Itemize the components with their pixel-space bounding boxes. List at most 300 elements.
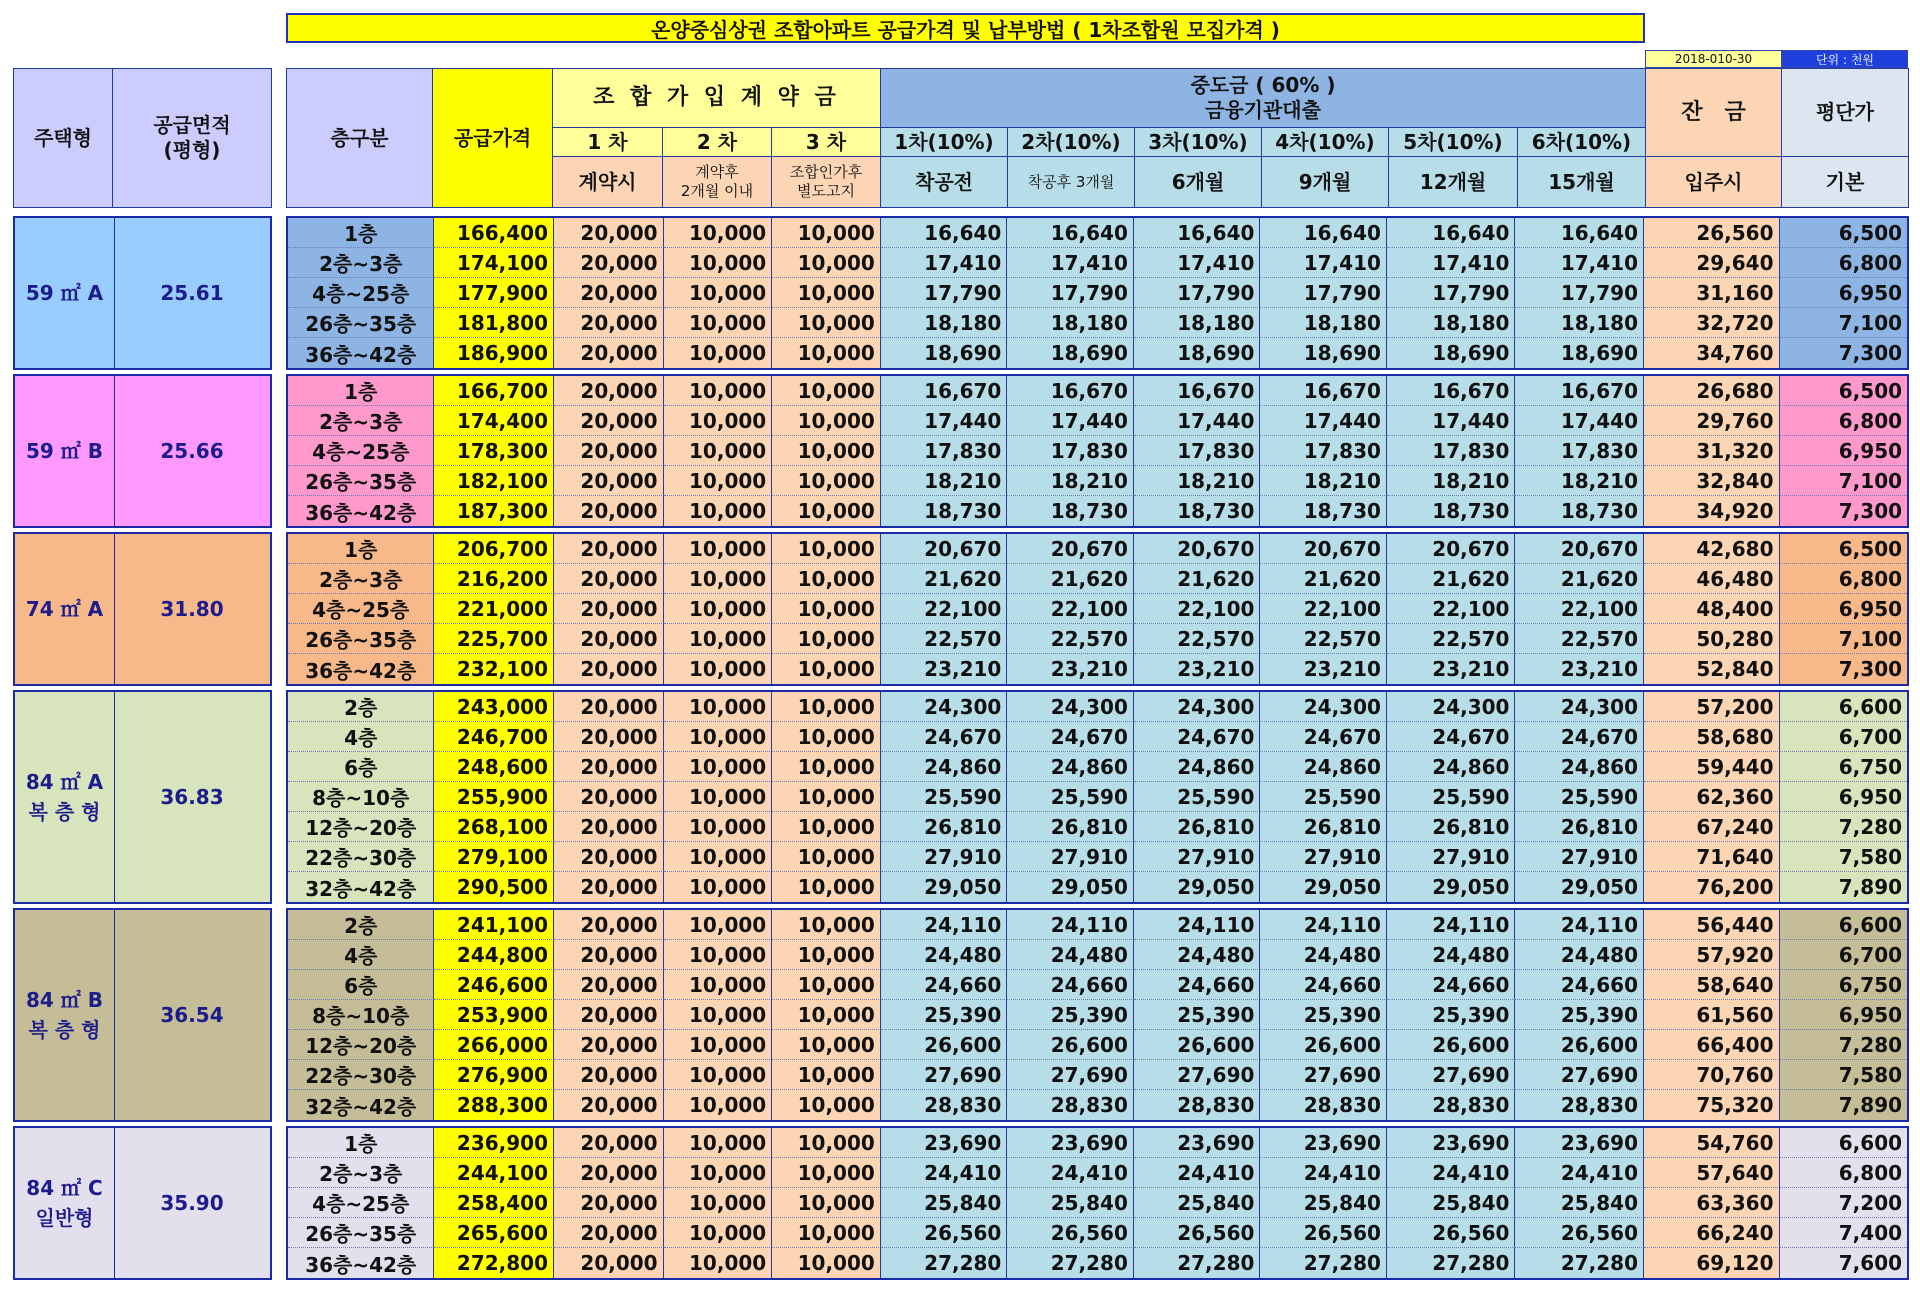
table-row xyxy=(288,654,1907,684)
unit-price-cell: 7,200 xyxy=(1780,1188,1908,1218)
floor-cell: 1층 xyxy=(288,218,434,248)
middle-5-cell: 22,100 xyxy=(1387,594,1516,624)
middle-2-cell: 16,670 xyxy=(1007,376,1134,406)
middle-3-cell: 18,690 xyxy=(1134,338,1261,368)
table-row xyxy=(288,940,1907,970)
balance-cell: 50,280 xyxy=(1644,624,1780,654)
middle-4-cell: 17,830 xyxy=(1260,436,1387,466)
table-row xyxy=(288,1218,1907,1248)
price-group xyxy=(286,532,1909,686)
contract-3-cell: 10,000 xyxy=(772,910,881,940)
table-row xyxy=(288,1128,1907,1158)
balance-cell: 71,640 xyxy=(1644,842,1780,872)
middle-5-cell: 17,790 xyxy=(1387,278,1516,308)
floor-cell: 32층~42층 xyxy=(288,1090,434,1120)
contract-2-cell: 10,000 xyxy=(664,496,773,526)
floor-cell: 26층~35층 xyxy=(288,1218,434,1248)
middle-1-cell: 26,600 xyxy=(881,1030,1008,1060)
unit-price-cell: 7,890 xyxy=(1780,1090,1908,1120)
house-type-block xyxy=(13,690,272,904)
contract-3-cell: 10,000 xyxy=(772,872,881,902)
contract-3-cell: 10,000 xyxy=(772,278,881,308)
middle-2-cell: 23,210 xyxy=(1007,654,1134,684)
middle-6-cell: 24,300 xyxy=(1515,692,1644,722)
balance-cell: 58,680 xyxy=(1644,722,1780,752)
middle-4-cell: 18,690 xyxy=(1260,338,1387,368)
middle-1-cell: 24,670 xyxy=(881,722,1008,752)
supply-price-cell: 253,900 xyxy=(434,1000,554,1030)
balance-cell: 58,640 xyxy=(1644,970,1780,1000)
contract-3-cell: 10,000 xyxy=(772,1158,881,1188)
contract-1-cell: 20,000 xyxy=(554,624,664,654)
middle-2-cell: 25,840 xyxy=(1007,1188,1134,1218)
contract-1-cell: 20,000 xyxy=(554,376,664,406)
supply-price-cell: 266,000 xyxy=(434,1030,554,1060)
middle-3-cell: 18,180 xyxy=(1134,308,1261,338)
table-row xyxy=(288,692,1907,722)
middle-2-cell: 25,390 xyxy=(1007,1000,1134,1030)
middle-4-cell: 24,480 xyxy=(1260,940,1387,970)
contract-3-cell: 10,000 xyxy=(772,594,881,624)
floor-cell: 4층 xyxy=(288,722,434,752)
contract-2-cell: 10,000 xyxy=(664,940,773,970)
middle-4-cell: 18,730 xyxy=(1260,496,1387,526)
table-row xyxy=(288,970,1907,1000)
unit-label: 단위 : 천원 xyxy=(1782,50,1908,68)
contract-1-cell: 20,000 xyxy=(554,1000,664,1030)
middle-3-cell: 17,440 xyxy=(1134,406,1261,436)
unit-price-cell: 6,800 xyxy=(1780,1158,1908,1188)
contract-3-cell: 10,000 xyxy=(772,692,881,722)
balance-cell: 57,920 xyxy=(1644,940,1780,970)
middle-4-cell: 28,830 xyxy=(1260,1090,1387,1120)
contract-1-cell: 20,000 xyxy=(554,1248,664,1278)
middle-2-cell: 18,730 xyxy=(1007,496,1134,526)
contract-3-cell: 10,000 xyxy=(772,1060,881,1090)
table-row xyxy=(288,338,1907,368)
unit-price-cell: 6,950 xyxy=(1780,436,1908,466)
header-middle-4-sub: 9개월 xyxy=(1261,156,1389,208)
middle-2-cell: 27,690 xyxy=(1007,1060,1134,1090)
floor-cell: 1층 xyxy=(288,376,434,406)
house-type-label: 59 ㎡ A xyxy=(15,218,115,368)
middle-6-cell: 29,050 xyxy=(1515,872,1644,902)
contract-3-cell: 10,000 xyxy=(772,406,881,436)
middle-3-cell: 24,670 xyxy=(1134,722,1261,752)
header-contract: 조 합 가 입 계 약 금 xyxy=(552,68,881,128)
floor-cell: 26층~35층 xyxy=(288,466,434,496)
contract-3-cell: 10,000 xyxy=(772,466,881,496)
balance-cell: 67,240 xyxy=(1644,812,1780,842)
middle-6-cell: 27,280 xyxy=(1515,1248,1644,1278)
house-type-label: 84 ㎡ B 복 층 형 xyxy=(15,910,115,1120)
middle-2-cell: 29,050 xyxy=(1007,872,1134,902)
middle-3-cell: 23,690 xyxy=(1134,1128,1261,1158)
middle-3-cell: 24,860 xyxy=(1134,752,1261,782)
unit-price-cell: 7,100 xyxy=(1780,308,1908,338)
house-type-label: 84 ㎡ A 복 층 형 xyxy=(15,692,115,902)
contract-1-cell: 20,000 xyxy=(554,782,664,812)
header-supply-price: 공급가격 xyxy=(432,68,553,208)
middle-5-cell: 25,840 xyxy=(1387,1188,1516,1218)
floor-cell: 22층~30층 xyxy=(288,842,434,872)
unit-price-cell: 6,950 xyxy=(1780,278,1908,308)
middle-5-cell: 26,810 xyxy=(1387,812,1516,842)
supply-price-cell: 177,900 xyxy=(434,278,554,308)
middle-1-cell: 18,210 xyxy=(881,466,1008,496)
balance-cell: 48,400 xyxy=(1644,594,1780,624)
balance-cell: 57,640 xyxy=(1644,1158,1780,1188)
middle-6-cell: 24,860 xyxy=(1515,752,1644,782)
contract-2-cell: 10,000 xyxy=(664,654,773,684)
middle-4-cell: 24,300 xyxy=(1260,692,1387,722)
supply-price-cell: 272,800 xyxy=(434,1248,554,1278)
middle-3-cell: 17,830 xyxy=(1134,436,1261,466)
contract-2-cell: 10,000 xyxy=(664,872,773,902)
balance-cell: 32,840 xyxy=(1644,466,1780,496)
contract-2-cell: 10,000 xyxy=(664,218,773,248)
contract-2-cell: 10,000 xyxy=(664,1158,773,1188)
middle-6-cell: 24,410 xyxy=(1515,1158,1644,1188)
balance-cell: 34,920 xyxy=(1644,496,1780,526)
middle-2-cell: 26,600 xyxy=(1007,1030,1134,1060)
supply-price-cell: 221,000 xyxy=(434,594,554,624)
floor-cell: 36층~42층 xyxy=(288,496,434,526)
contract-3-cell: 10,000 xyxy=(772,218,881,248)
middle-2-cell: 24,670 xyxy=(1007,722,1134,752)
contract-2-cell: 10,000 xyxy=(664,624,773,654)
contract-2-cell: 10,000 xyxy=(664,1218,773,1248)
middle-4-cell: 29,050 xyxy=(1260,872,1387,902)
middle-2-cell: 22,100 xyxy=(1007,594,1134,624)
balance-cell: 59,440 xyxy=(1644,752,1780,782)
contract-3-cell: 10,000 xyxy=(772,812,881,842)
price-group xyxy=(286,908,1909,1122)
middle-3-cell: 26,560 xyxy=(1134,1218,1261,1248)
floor-cell: 36층~42층 xyxy=(288,1248,434,1278)
middle-4-cell: 25,840 xyxy=(1260,1188,1387,1218)
middle-6-cell: 21,620 xyxy=(1515,564,1644,594)
balance-cell: 26,560 xyxy=(1644,218,1780,248)
middle-1-cell: 18,180 xyxy=(881,308,1008,338)
middle-1-cell: 25,840 xyxy=(881,1188,1008,1218)
header-supply-area: 공급면적 (평형) xyxy=(112,68,272,208)
supply-price-cell: 166,700 xyxy=(434,376,554,406)
supply-area-value: 36.54 xyxy=(160,1003,224,1027)
floor-cell: 6층 xyxy=(288,752,434,782)
supply-price-cell: 279,100 xyxy=(434,842,554,872)
table-row xyxy=(288,436,1907,466)
middle-4-cell: 27,690 xyxy=(1260,1060,1387,1090)
middle-3-cell: 24,110 xyxy=(1134,910,1261,940)
supply-price-cell: 236,900 xyxy=(434,1128,554,1158)
middle-2-cell: 27,910 xyxy=(1007,842,1134,872)
contract-2-cell: 10,000 xyxy=(664,406,773,436)
contract-1-cell: 20,000 xyxy=(554,496,664,526)
contract-3-cell: 10,000 xyxy=(772,1000,881,1030)
middle-6-cell: 17,830 xyxy=(1515,436,1644,466)
middle-6-cell: 24,660 xyxy=(1515,970,1644,1000)
contract-1-cell: 20,000 xyxy=(554,436,664,466)
middle-6-cell: 22,100 xyxy=(1515,594,1644,624)
middle-3-cell: 18,210 xyxy=(1134,466,1261,496)
middle-3-cell: 25,590 xyxy=(1134,782,1261,812)
contract-2-cell: 10,000 xyxy=(664,278,773,308)
table-row xyxy=(288,910,1907,940)
contract-1-cell: 20,000 xyxy=(554,692,664,722)
balance-cell: 34,760 xyxy=(1644,338,1780,368)
supply-price-cell: 255,900 xyxy=(434,782,554,812)
middle-3-cell: 27,690 xyxy=(1134,1060,1261,1090)
middle-5-cell: 17,440 xyxy=(1387,406,1516,436)
contract-1-cell: 20,000 xyxy=(554,970,664,1000)
contract-2-cell: 10,000 xyxy=(664,338,773,368)
house-type-block xyxy=(13,216,272,370)
middle-1-cell: 25,590 xyxy=(881,782,1008,812)
table-row xyxy=(288,782,1907,812)
middle-5-cell: 17,830 xyxy=(1387,436,1516,466)
middle-5-cell: 21,620 xyxy=(1387,564,1516,594)
table-row xyxy=(288,842,1907,872)
contract-1-cell: 20,000 xyxy=(554,872,664,902)
supply-price-cell: 265,600 xyxy=(434,1218,554,1248)
table-row xyxy=(288,1090,1907,1120)
middle-2-cell: 18,690 xyxy=(1007,338,1134,368)
contract-1-cell: 20,000 xyxy=(554,1090,664,1120)
header-contract-1: 1 차 xyxy=(552,127,663,157)
middle-5-cell: 20,670 xyxy=(1387,534,1516,564)
balance-cell: 61,560 xyxy=(1644,1000,1780,1030)
middle-3-cell: 24,660 xyxy=(1134,970,1261,1000)
middle-1-cell: 29,050 xyxy=(881,872,1008,902)
unit-price-cell: 6,950 xyxy=(1780,782,1908,812)
middle-3-cell: 27,910 xyxy=(1134,842,1261,872)
middle-4-cell: 17,790 xyxy=(1260,278,1387,308)
middle-4-cell: 17,440 xyxy=(1260,406,1387,436)
middle-3-cell: 25,390 xyxy=(1134,1000,1261,1030)
contract-2-cell: 10,000 xyxy=(664,1000,773,1030)
middle-5-cell: 22,570 xyxy=(1387,624,1516,654)
contract-3-cell: 10,000 xyxy=(772,376,881,406)
contract-2-cell: 10,000 xyxy=(664,1060,773,1090)
middle-4-cell: 23,210 xyxy=(1260,654,1387,684)
contract-3-cell: 10,000 xyxy=(772,534,881,564)
unit-price-cell: 7,300 xyxy=(1780,496,1908,526)
middle-2-cell: 20,670 xyxy=(1007,534,1134,564)
middle-1-cell: 27,910 xyxy=(881,842,1008,872)
contract-2-cell: 10,000 xyxy=(664,564,773,594)
balance-cell: 32,720 xyxy=(1644,308,1780,338)
house-type-block xyxy=(13,374,272,528)
price-group xyxy=(286,216,1909,370)
contract-1-cell: 20,000 xyxy=(554,534,664,564)
unit-price-cell: 6,600 xyxy=(1780,692,1908,722)
balance-cell: 46,480 xyxy=(1644,564,1780,594)
contract-1-cell: 20,000 xyxy=(554,218,664,248)
unit-price-cell: 7,280 xyxy=(1780,1030,1908,1060)
middle-4-cell: 21,620 xyxy=(1260,564,1387,594)
middle-3-cell: 16,640 xyxy=(1134,218,1261,248)
contract-1-cell: 20,000 xyxy=(554,842,664,872)
middle-2-cell: 17,790 xyxy=(1007,278,1134,308)
unit-price-cell: 6,700 xyxy=(1780,940,1908,970)
contract-1-cell: 20,000 xyxy=(554,654,664,684)
unit-price-cell: 7,400 xyxy=(1780,1218,1908,1248)
balance-cell: 54,760 xyxy=(1644,1128,1780,1158)
middle-2-cell: 17,830 xyxy=(1007,436,1134,466)
table-row xyxy=(288,1248,1907,1278)
middle-6-cell: 24,110 xyxy=(1515,910,1644,940)
middle-5-cell: 24,660 xyxy=(1387,970,1516,1000)
contract-3-cell: 10,000 xyxy=(772,654,881,684)
contract-1-cell: 20,000 xyxy=(554,1188,664,1218)
middle-1-cell: 22,570 xyxy=(881,624,1008,654)
table-row xyxy=(288,308,1907,338)
middle-2-cell: 16,640 xyxy=(1007,218,1134,248)
middle-2-cell: 24,660 xyxy=(1007,970,1134,1000)
contract-3-cell: 10,000 xyxy=(772,842,881,872)
middle-2-cell: 24,410 xyxy=(1007,1158,1134,1188)
header-middle-5-sub: 12개월 xyxy=(1388,156,1518,208)
middle-4-cell: 24,660 xyxy=(1260,970,1387,1000)
balance-cell: 42,680 xyxy=(1644,534,1780,564)
supply-area-value: 25.66 xyxy=(160,439,224,463)
middle-5-cell: 24,300 xyxy=(1387,692,1516,722)
supply-price-cell: 268,100 xyxy=(434,812,554,842)
floor-cell: 26층~35층 xyxy=(288,624,434,654)
balance-cell: 29,760 xyxy=(1644,406,1780,436)
contract-2-cell: 10,000 xyxy=(664,376,773,406)
contract-2-cell: 10,000 xyxy=(664,1090,773,1120)
middle-3-cell: 24,480 xyxy=(1134,940,1261,970)
header-middle-1-sub: 착공전 xyxy=(880,156,1008,208)
balance-cell: 31,160 xyxy=(1644,278,1780,308)
middle-2-cell: 26,810 xyxy=(1007,812,1134,842)
middle-3-cell: 28,830 xyxy=(1134,1090,1261,1120)
middle-3-cell: 24,300 xyxy=(1134,692,1261,722)
middle-5-cell: 24,670 xyxy=(1387,722,1516,752)
middle-2-cell: 24,860 xyxy=(1007,752,1134,782)
table-row xyxy=(288,1158,1907,1188)
unit-price-cell: 6,800 xyxy=(1780,406,1908,436)
header-unit-price-sub: 기본 xyxy=(1781,156,1909,208)
floor-cell: 8층~10층 xyxy=(288,782,434,812)
table-row xyxy=(288,466,1907,496)
floor-cell: 4층~25층 xyxy=(288,278,434,308)
floor-cell: 22층~30층 xyxy=(288,1060,434,1090)
contract-3-cell: 10,000 xyxy=(772,338,881,368)
supply-price-cell: 246,700 xyxy=(434,722,554,752)
contract-3-cell: 10,000 xyxy=(772,1030,881,1060)
middle-1-cell: 17,410 xyxy=(881,248,1008,278)
floor-cell: 2층~3층 xyxy=(288,406,434,436)
unit-price-cell: 6,950 xyxy=(1780,1000,1908,1030)
table-row xyxy=(288,1188,1907,1218)
middle-5-cell: 25,390 xyxy=(1387,1000,1516,1030)
middle-1-cell: 23,210 xyxy=(881,654,1008,684)
house-type-label: 74 ㎡ A xyxy=(15,534,115,684)
middle-6-cell: 17,410 xyxy=(1515,248,1644,278)
contract-1-cell: 20,000 xyxy=(554,248,664,278)
supply-price-cell: 174,400 xyxy=(434,406,554,436)
floor-cell: 2층~3층 xyxy=(288,1158,434,1188)
middle-1-cell: 26,810 xyxy=(881,812,1008,842)
contract-1-cell: 20,000 xyxy=(554,910,664,940)
contract-3-cell: 10,000 xyxy=(772,752,881,782)
middle-4-cell: 26,810 xyxy=(1260,812,1387,842)
table-row xyxy=(288,564,1907,594)
supply-price-cell: 290,500 xyxy=(434,872,554,902)
middle-1-cell: 27,280 xyxy=(881,1248,1008,1278)
unit-price-cell: 6,700 xyxy=(1780,722,1908,752)
floor-cell: 4층~25층 xyxy=(288,436,434,466)
middle-1-cell: 26,560 xyxy=(881,1218,1008,1248)
middle-5-cell: 18,730 xyxy=(1387,496,1516,526)
middle-3-cell: 26,810 xyxy=(1134,812,1261,842)
middle-6-cell: 25,390 xyxy=(1515,1000,1644,1030)
middle-2-cell: 18,180 xyxy=(1007,308,1134,338)
middle-1-cell: 18,690 xyxy=(881,338,1008,368)
middle-4-cell: 20,670 xyxy=(1260,534,1387,564)
contract-3-cell: 10,000 xyxy=(772,970,881,1000)
supply-price-cell: 258,400 xyxy=(434,1188,554,1218)
supply-price-cell: 186,900 xyxy=(434,338,554,368)
header-middle-6-sub: 15개월 xyxy=(1517,156,1646,208)
middle-5-cell: 23,210 xyxy=(1387,654,1516,684)
middle-5-cell: 26,600 xyxy=(1387,1030,1516,1060)
middle-5-cell: 27,910 xyxy=(1387,842,1516,872)
middle-5-cell: 29,050 xyxy=(1387,872,1516,902)
contract-1-cell: 20,000 xyxy=(554,1060,664,1090)
balance-cell: 76,200 xyxy=(1644,872,1780,902)
middle-4-cell: 17,410 xyxy=(1260,248,1387,278)
supply-area-value: 35.90 xyxy=(160,1191,224,1215)
contract-3-cell: 10,000 xyxy=(772,436,881,466)
middle-1-cell: 16,640 xyxy=(881,218,1008,248)
balance-cell: 56,440 xyxy=(1644,910,1780,940)
middle-3-cell: 27,280 xyxy=(1134,1248,1261,1278)
contract-3-cell: 10,000 xyxy=(772,1188,881,1218)
header-middle-6: 6차(10%) xyxy=(1517,127,1646,157)
unit-price-cell: 7,600 xyxy=(1780,1248,1908,1278)
middle-2-cell: 24,480 xyxy=(1007,940,1134,970)
middle-1-cell: 24,860 xyxy=(881,752,1008,782)
header-middle-1: 1차(10%) xyxy=(880,127,1008,157)
middle-3-cell: 20,670 xyxy=(1134,534,1261,564)
middle-6-cell: 24,480 xyxy=(1515,940,1644,970)
balance-cell: 63,360 xyxy=(1644,1188,1780,1218)
middle-3-cell: 16,670 xyxy=(1134,376,1261,406)
middle-4-cell: 25,590 xyxy=(1260,782,1387,812)
middle-4-cell: 24,860 xyxy=(1260,752,1387,782)
header-contract-3-sub: 조합인가후 별도고지 xyxy=(771,156,881,208)
middle-6-cell: 24,670 xyxy=(1515,722,1644,752)
unit-price-cell: 7,580 xyxy=(1780,842,1908,872)
contract-2-cell: 10,000 xyxy=(664,812,773,842)
balance-cell: 69,120 xyxy=(1644,1248,1780,1278)
middle-6-cell: 22,570 xyxy=(1515,624,1644,654)
middle-4-cell: 16,670 xyxy=(1260,376,1387,406)
middle-4-cell: 26,560 xyxy=(1260,1218,1387,1248)
middle-3-cell: 18,730 xyxy=(1134,496,1261,526)
middle-3-cell: 17,790 xyxy=(1134,278,1261,308)
contract-3-cell: 10,000 xyxy=(772,624,881,654)
supply-price-cell: 178,300 xyxy=(434,436,554,466)
table-row xyxy=(288,1000,1907,1030)
middle-2-cell: 22,570 xyxy=(1007,624,1134,654)
contract-2-cell: 10,000 xyxy=(664,1030,773,1060)
floor-cell: 36층~42층 xyxy=(288,338,434,368)
